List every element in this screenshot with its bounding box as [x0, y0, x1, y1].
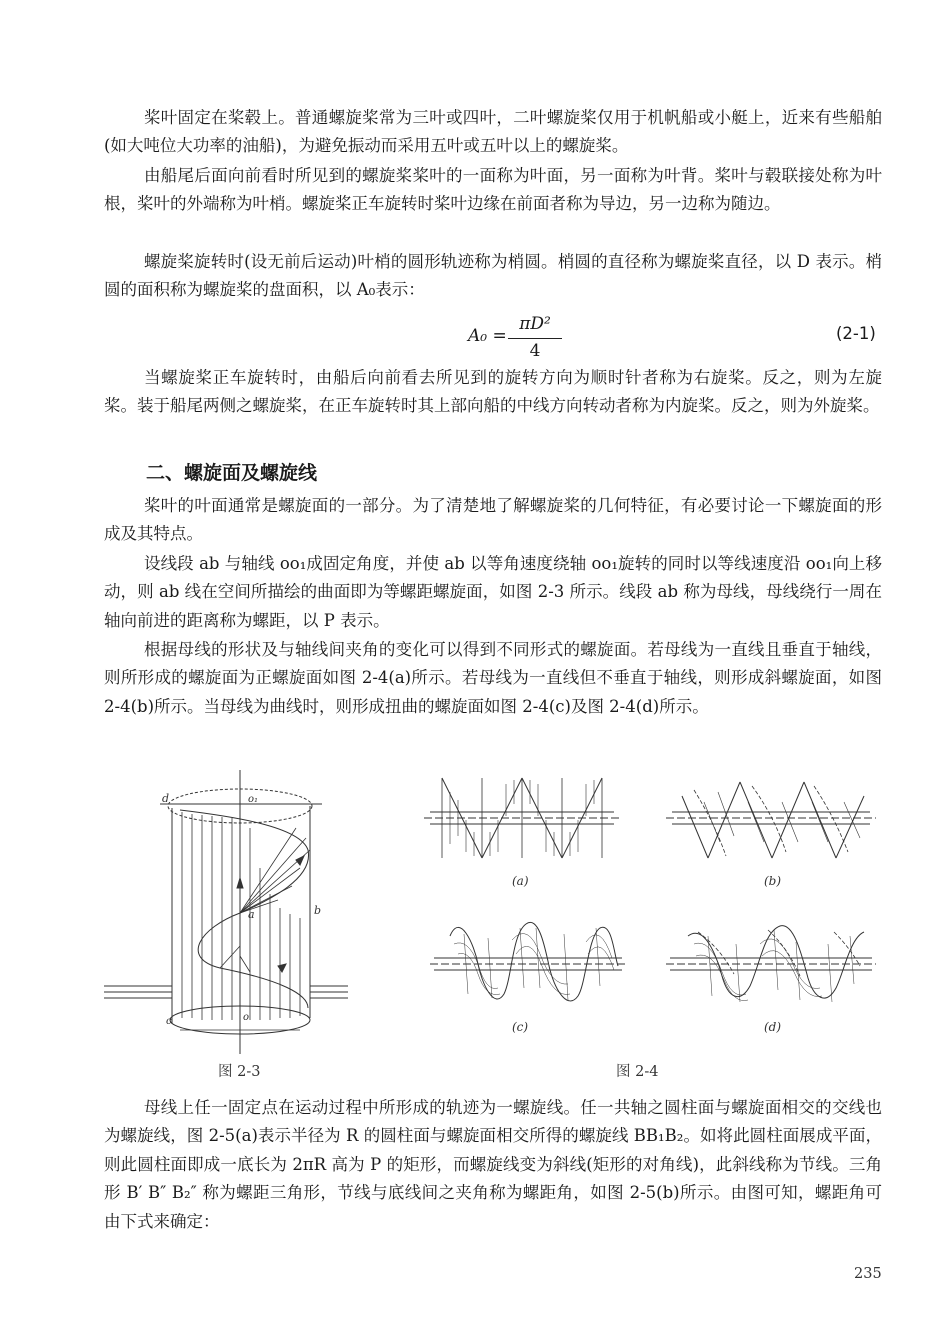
- figure-2-4-label-d: (d): [764, 1020, 782, 1034]
- figure-2-4-caption: 图 2-4: [616, 1064, 659, 1080]
- paragraph-blade-count: 桨叶固定在桨毂上。普通螺旋桨常为三叶或四叶，二叶螺旋桨仅用于机帆船或小艇上，近来有些船舶(如大吨位大功率的油船)，为避免振动而采用五叶或五叶以上的螺旋桨。: [104, 108, 882, 156]
- figure-2-4a-right-helicoid: [422, 772, 622, 864]
- figure-2-3-caption: 图 2-3: [218, 1064, 261, 1080]
- arrow-lower-icon: [278, 964, 286, 972]
- paragraph-helicoid-intro: 桨叶的叶面通常是螺旋面的一部分。为了清楚地了解螺旋桨的几何特征，有必要讨论一下螺旋面的形成及其特点。: [104, 496, 882, 544]
- section-heading: 二、螺旋面及螺旋线: [146, 462, 318, 484]
- label-c: c: [166, 1016, 172, 1027]
- paragraph-blade-faces: 由船尾后面向前看时所见到的螺旋桨桨叶的一面称为叶面，另一面称为叶背。桨叶与毂联接处称为叶根，桨叶的外端称为叶梢。螺旋桨正车旋转时桨叶边缘在前面者称为导边，另一边称为随边。: [104, 166, 882, 214]
- helix-curve-lower: [198, 913, 308, 1008]
- helix-curve-upper: [180, 810, 309, 913]
- fraction-bar: [508, 338, 562, 339]
- figure-2-4-label-c: (c): [512, 1020, 529, 1034]
- label-o: o: [243, 1012, 250, 1023]
- figure-2-4-label-b: (b): [764, 874, 782, 888]
- figure-2-3-helicoid: [100, 768, 350, 1058]
- formula-lhs: A₀ =: [468, 326, 507, 346]
- paragraph-rotation-direction: 当螺旋桨正车旋转时，由船后向前看去所见到的旋转方向为顺时针者称为右旋桨。反之，则为左旋桨。装于船尾两侧之螺旋桨，在正车旋转时其上部向船的中线方向转动者称为内旋桨。反之，则为外旋桨。: [104, 368, 882, 416]
- label-o1: o₁: [248, 794, 259, 805]
- paragraph-helicoid-definition: 设线段 ab 与轴线 oo₁成固定角度，并使 ab 以等角速度绕轴 oo₁旋转的同时以等线速度沿 oo₁向上移动，则 ab 线在空间所描绘的曲面即为等螺距螺旋面，如图 2-3 所示。线段 ab 称为母线，母线绕行一周在轴向前进的距离称为螺距，以 P 表示。: [104, 554, 882, 630]
- label-d: d: [162, 792, 170, 805]
- figure-2-4-label-a: (a): [512, 874, 529, 888]
- formula-fraction: [508, 314, 562, 361]
- formula-numerator: πD²: [519, 314, 551, 334]
- figure-2-4c-twisted-helicoid: [428, 914, 628, 1014]
- label-b: b: [314, 904, 322, 917]
- paragraph-helix-line: 母线上任一固定点在运动过程中所形成的轨迹为一螺旋线。任一共轴之圆柱面与螺旋面相交的交线也为螺旋线，图 2-5(a)表示半径为 R 的圆柱面与螺旋面相交所得的螺旋线 BB₁B₂。如将此圆柱面展成平面，则此圆柱面即成一底长为 2πR 高为 P 的矩形，而螺旋线变为斜线(矩形的对角线)，此斜线称为节线。三角形 B′ B″ B₂″ 称为螺距三角形，节线与底线间之夹角称为螺距角，如图 2-5(b)所示。由图可知，螺距角可由下式来确定：: [104, 1098, 882, 1231]
- figure-2-4b-oblique-helicoid: [664, 772, 878, 864]
- formula-denominator: 4: [529, 341, 541, 361]
- paragraph-tip-circle: 螺旋桨旋转时(设无前后运动)叶梢的圆形轨迹称为梢圆。梢圆的直径称为螺旋桨直径，以 D 表示。梢圆的面积称为螺旋桨的盘面积，以 A₀表示：: [104, 252, 882, 300]
- page-number: 235: [854, 1266, 882, 1282]
- label-a: a: [248, 908, 255, 921]
- arrow-up-icon: [237, 878, 243, 888]
- equation-number: (2-1): [836, 324, 876, 343]
- paragraph-helicoid-types: 根据母线的形状及与轴线间夹角的变化可以得到不同形式的螺旋面。若母线为一直线且垂直于轴线，则所形成的螺旋面为正螺旋面如图 2-4(a)所示。若母线为一直线但不垂直于轴线，则形成斜螺旋面，如图 2-4(b)所示。当母线为曲线时，则形成扭曲的螺旋面如图 2-4(c)及图 2-4(d)所示。: [104, 640, 882, 716]
- arrow-right-icon: [296, 856, 304, 865]
- figure-2-4d-twisted-oblique-helicoid: [664, 914, 878, 1014]
